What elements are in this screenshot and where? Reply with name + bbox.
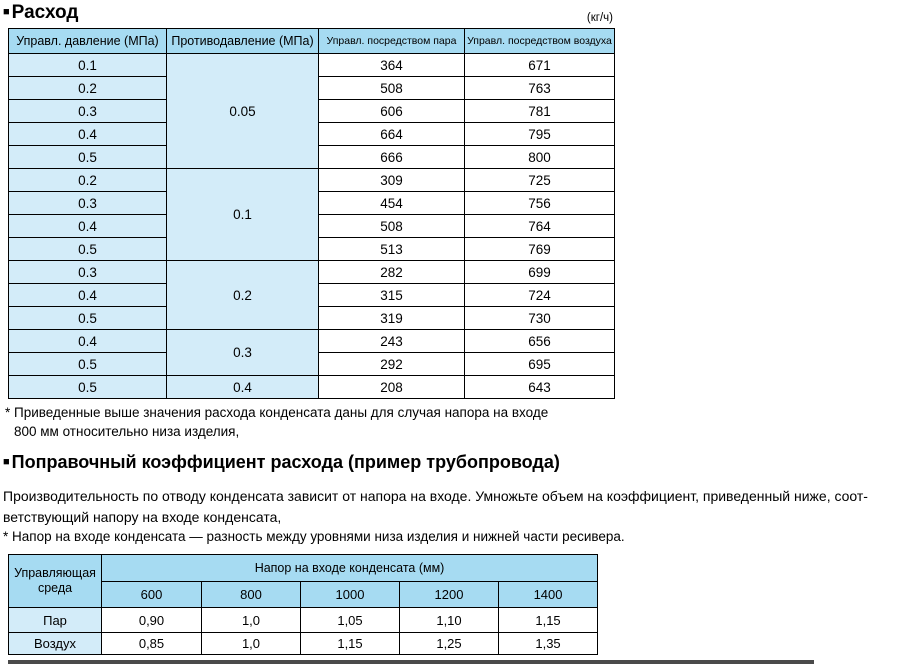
flow-table-row: [9, 54, 615, 77]
steam-flow-cell: 292: [319, 353, 465, 376]
coefficient-cell: 1,0: [202, 608, 301, 633]
steam-flow-cell: 208: [319, 376, 465, 399]
flow-table-row: [9, 330, 615, 353]
flow-table: [8, 28, 615, 399]
steam-flow-cell: 319: [319, 307, 465, 330]
air-flow-cell: 795: [465, 123, 615, 146]
control-pressure-cell: 0.4: [9, 284, 167, 307]
steam-flow-cell: 508: [319, 215, 465, 238]
coefficient-cell: 1,0: [202, 633, 301, 655]
coefficient-cell: 1,05: [301, 608, 400, 633]
steam-flow-cell: 315: [319, 284, 465, 307]
coefficient-cell: 0,85: [102, 633, 202, 655]
flow-footnote: [5, 403, 548, 441]
bottom-rule: [8, 660, 814, 664]
column-header-steam: Управл. посредством пара: [319, 29, 465, 54]
head-value-header: 800: [202, 582, 301, 608]
medium-label-cell: Воздух: [9, 633, 102, 655]
unit-label: (кг/ч): [586, 12, 613, 24]
head-footnote: * Напор на входе конденсата — разность между уровнями низа изделия и нижней части ресивера.: [3, 529, 625, 544]
head-value-header: 1400: [499, 582, 598, 608]
coefficient-cell: 1,25: [400, 633, 499, 655]
air-flow-cell: 730: [465, 307, 615, 330]
air-flow-cell: 656: [465, 330, 615, 353]
steam-flow-cell: 606: [319, 100, 465, 123]
control-pressure-cell: 0.4: [9, 123, 167, 146]
flow-table-row: [9, 261, 615, 284]
steam-flow-cell: 454: [319, 192, 465, 215]
coefficient-cell: 0,90: [102, 608, 202, 633]
air-flow-cell: 756: [465, 192, 615, 215]
control-pressure-cell: 0.5: [9, 238, 167, 261]
air-flow-cell: 695: [465, 353, 615, 376]
air-flow-cell: 699: [465, 261, 615, 284]
column-header-control-pressure: Управл. давление (МПа): [9, 29, 167, 54]
control-pressure-cell: 0.5: [9, 146, 167, 169]
head-value-header: 600: [102, 582, 202, 608]
head-value-header: 1200: [400, 582, 499, 608]
control-pressure-cell: 0.2: [9, 77, 167, 100]
column-header-air: Управл. посредством воздуха: [465, 29, 615, 54]
back-pressure-cell: 0.05: [167, 54, 319, 169]
coefficient-table: [8, 554, 598, 655]
span-header-inlet-head: Напор на входе конденсата (мм): [102, 555, 598, 582]
steam-flow-cell: 508: [319, 77, 465, 100]
coefficient-cell: 1,15: [499, 608, 598, 633]
coefficient-row: [9, 608, 598, 633]
coefficient-table-body: [9, 608, 598, 655]
back-pressure-cell: 0.2: [167, 261, 319, 330]
control-pressure-cell: 0.3: [9, 192, 167, 215]
steam-flow-cell: 513: [319, 238, 465, 261]
flow-footnote-line2: 800 мм относительно низа изделия,: [14, 424, 240, 439]
intro-paragraph: [3, 486, 899, 528]
flow-table-row: [9, 169, 615, 192]
section2-title-text: Поправочный коэффициент расхода (пример трубопровода): [11, 452, 560, 472]
control-pressure-cell: 0.5: [9, 353, 167, 376]
section2-title: [3, 450, 560, 474]
control-pressure-cell: 0.2: [9, 169, 167, 192]
control-pressure-cell: 0.4: [9, 215, 167, 238]
air-flow-cell: 725: [465, 169, 615, 192]
control-pressure-cell: 0.3: [9, 100, 167, 123]
flow-footnote-line1: * Приведенные выше значения расхода конденсата даны для случая напора на входе: [5, 405, 549, 420]
steam-flow-cell: 364: [319, 54, 465, 77]
control-pressure-cell: 0.3: [9, 261, 167, 284]
coefficient-cell: 1,15: [301, 633, 400, 655]
control-pressure-cell: 0.5: [9, 376, 167, 399]
air-flow-cell: 724: [465, 284, 615, 307]
coefficient-row: [9, 633, 598, 655]
corner-header-control-medium: Управляющая среда: [9, 555, 102, 608]
column-header-back-pressure: Противодавление (МПа): [167, 29, 319, 54]
air-flow-cell: 763: [465, 77, 615, 100]
steam-flow-cell: 664: [319, 123, 465, 146]
intro-paragraph-line1: Производительность по отводу конденсата зависит от напора на входе. Умножьте объем на коэффициент, приведенный ниже, соот-: [3, 488, 868, 504]
steam-flow-cell: 243: [319, 330, 465, 353]
coefficient-cell: 1,10: [400, 608, 499, 633]
air-flow-cell: 671: [465, 54, 615, 77]
coefficient-header-row1: [9, 555, 598, 582]
head-value-header: 1000: [301, 582, 400, 608]
control-pressure-cell: 0.4: [9, 330, 167, 353]
medium-label-cell: Пар: [9, 608, 102, 633]
air-flow-cell: 781: [465, 100, 615, 123]
control-pressure-cell: 0.1: [9, 54, 167, 77]
air-flow-cell: 643: [465, 376, 615, 399]
coefficient-cell: 1,35: [499, 633, 598, 655]
air-flow-cell: 769: [465, 238, 615, 261]
square-bullet-icon: ■: [3, 456, 10, 468]
steam-flow-cell: 666: [319, 146, 465, 169]
square-bullet-icon: ■: [3, 6, 10, 18]
back-pressure-cell: 0.1: [167, 169, 319, 261]
flow-table-header-row: [9, 29, 615, 54]
flow-table-body: [9, 54, 615, 399]
flow-table-row: [9, 376, 615, 399]
air-flow-cell: 764: [465, 215, 615, 238]
steam-flow-cell: 309: [319, 169, 465, 192]
intro-paragraph-line2: ветствующий напору на входе конденсата,: [3, 509, 282, 525]
section1-title-text: Расход: [11, 2, 79, 23]
back-pressure-cell: 0.4: [167, 376, 319, 399]
back-pressure-cell: 0.3: [167, 330, 319, 376]
control-pressure-cell: 0.5: [9, 307, 167, 330]
steam-flow-cell: 282: [319, 261, 465, 284]
air-flow-cell: 800: [465, 146, 615, 169]
